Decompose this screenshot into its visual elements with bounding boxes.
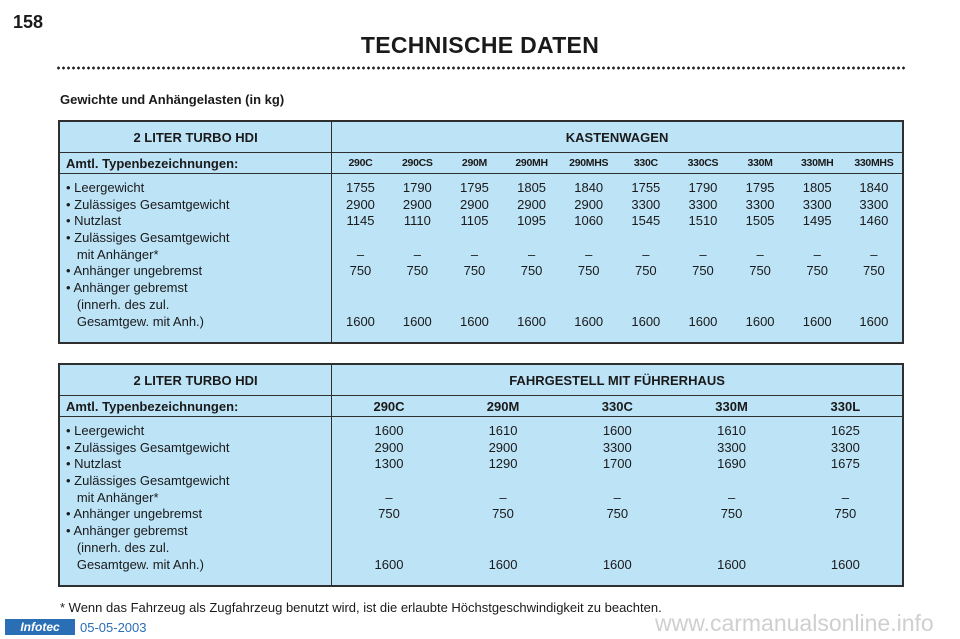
column-header: 290M (446, 396, 560, 417)
table-cell: – (870, 246, 878, 262)
column-header: 290M (446, 153, 503, 174)
spacer (332, 523, 446, 540)
spacer (789, 297, 846, 314)
value-column (560, 174, 617, 344)
watermark: www.carmanualsonline.info (655, 610, 934, 636)
spacer (674, 523, 788, 540)
spacer (503, 280, 560, 297)
table-cell: 1755 (631, 180, 661, 195)
column-header: 290MHS (560, 153, 617, 174)
table-cell: 1600 (574, 313, 604, 329)
table-cell: 750 (349, 263, 372, 279)
table-cell: 2900 (374, 439, 404, 455)
column-header: 330MH (789, 153, 846, 174)
table-cell: – (470, 246, 479, 262)
table-cell: 750 (806, 263, 829, 279)
spacer (503, 230, 560, 247)
spacer (789, 540, 902, 557)
table-cell: 1600 (602, 423, 632, 438)
spacer (332, 473, 446, 490)
body-type-header: KASTENWAGEN (332, 121, 903, 153)
spacer (503, 297, 560, 314)
row-label: mit Anhänger* (66, 246, 159, 262)
spacer (732, 280, 789, 297)
spacer (789, 473, 902, 490)
table-cell: 1545 (631, 213, 661, 229)
table-cell: 1805 (517, 180, 547, 195)
table-cell: 1610 (488, 423, 518, 438)
spacer (674, 297, 731, 314)
table-cell: 1600 (517, 313, 547, 329)
row-label: Gesamtgew. mit Anh.) (66, 313, 204, 329)
table-cell: 3300 (631, 196, 661, 212)
row-label: (innerh. des zul. (66, 539, 170, 555)
spacer (446, 230, 503, 247)
footnote: * Wenn das Fahrzeug als Zugfahrzeug benutzt wird, ist die erlaubte Höchstgeschwindigkeit zu beachten. (60, 600, 662, 615)
column-header: 330MHS (846, 153, 903, 174)
table-cell: 1060 (574, 213, 604, 229)
table-cell: 1460 (859, 213, 889, 229)
value-column (674, 174, 731, 344)
table-cell: – (642, 246, 650, 262)
table-cell: 750 (834, 506, 857, 522)
table-cell: 1300 (374, 456, 404, 472)
table-cell: 3300 (830, 439, 860, 455)
row-label: • Leergewicht (66, 180, 145, 195)
value-column (560, 417, 674, 587)
table-cell: 3300 (802, 196, 832, 212)
table-cell: 1510 (688, 213, 718, 229)
table-cell: 2900 (574, 196, 604, 212)
spacer (446, 297, 503, 314)
spacer (789, 280, 846, 297)
table-cell: 2900 (517, 196, 547, 212)
column-header: 290MH (503, 153, 560, 174)
table-cell: 1600 (374, 423, 404, 438)
table-cell: 1790 (688, 180, 718, 195)
table-cell: 750 (692, 263, 714, 279)
spacer (674, 280, 731, 297)
table-cell: 1690 (717, 456, 747, 472)
value-column (503, 174, 560, 344)
table-cell: 1600 (374, 556, 404, 572)
spacer (617, 230, 674, 247)
table-cell: 3300 (602, 439, 632, 455)
section-heading: Gewichte und Anhängelasten (in kg) (60, 92, 285, 107)
column-header: 330L (789, 396, 903, 417)
spacer (846, 230, 902, 247)
value-column (846, 174, 903, 344)
column-header: 290C (332, 396, 446, 417)
column-header: 330M (732, 153, 789, 174)
table-cell: – (841, 489, 849, 505)
row-label: • Zulässiges Gesamtgewicht (66, 196, 230, 212)
row-label: (innerh. des zul. (66, 296, 170, 312)
table-cell: 750 (463, 263, 486, 279)
table-cell: 750 (863, 263, 885, 279)
body-type-header: FAHRGESTELL MIT FÜHRERHAUS (332, 364, 903, 396)
spacer (560, 280, 617, 297)
value-column (617, 174, 674, 344)
spacer (560, 230, 617, 247)
table-cell: 1600 (488, 556, 518, 572)
table-cell: 1600 (830, 556, 860, 572)
spacer (332, 297, 389, 314)
table-cell: 1290 (488, 456, 518, 472)
column-header: 330CS (674, 153, 731, 174)
table-cell: 1600 (602, 556, 632, 572)
type-label: Amtl. Typenbezeichnungen: (59, 153, 332, 174)
column-header: 330C (617, 153, 674, 174)
table-cell: – (413, 246, 421, 262)
spacer (789, 523, 902, 540)
spacer (332, 280, 389, 297)
spacer (446, 540, 560, 557)
table-cell: 1675 (830, 456, 860, 472)
spacer (732, 297, 789, 314)
table-cell: 3300 (688, 196, 718, 212)
spacer (446, 473, 560, 490)
table-cell: 1600 (859, 313, 889, 329)
table-cell: 1600 (459, 313, 489, 329)
row-label: Gesamtgew. mit Anh.) (66, 556, 204, 572)
spacer (332, 230, 389, 247)
value-column (446, 417, 560, 587)
column-header: 330M (674, 396, 788, 417)
spacer (389, 230, 446, 247)
table-cell: 1145 (346, 213, 375, 229)
table-cell: – (585, 246, 593, 262)
engine-header: 2 LITER TURBO HDI (59, 364, 332, 396)
table-cell: – (499, 489, 507, 505)
column-header: 330C (560, 396, 674, 417)
spacer (560, 523, 674, 540)
table-cell: 1625 (830, 423, 860, 438)
table-cell: 3300 (859, 196, 889, 212)
table-cell: 750 (634, 263, 657, 279)
footer-date: 05-05-2003 (80, 620, 147, 635)
spacer (674, 540, 788, 557)
table-cell: 1110 (403, 213, 431, 229)
table-cell: 750 (492, 506, 514, 522)
table-cell: 1600 (345, 313, 375, 329)
row-label: • Leergewicht (66, 423, 145, 438)
row-label: mit Anhänger* (66, 489, 159, 505)
table-cell: 1795 (459, 180, 489, 195)
value-column (446, 174, 503, 344)
table-cell: 750 (378, 506, 400, 522)
infotec-logo: Infotec (5, 619, 75, 635)
table-cell: – (756, 246, 764, 262)
spacer (846, 297, 902, 314)
table-cell: 1600 (802, 313, 832, 329)
table-cell: 750 (406, 263, 429, 279)
kastenwagen-weights-table (58, 120, 904, 344)
spacer (789, 230, 846, 247)
fahrgestell-weights-table (58, 363, 904, 587)
row-labels (59, 417, 332, 587)
spacer (617, 297, 674, 314)
row-label: • Anhänger ungebremst (66, 263, 203, 279)
value-column (332, 417, 446, 587)
spacer (674, 230, 731, 247)
engine-header: 2 LITER TURBO HDI (59, 121, 332, 153)
table-cell: 1610 (717, 423, 747, 438)
table-cell: 750 (720, 506, 743, 522)
row-label: • Anhänger ungebremst (66, 506, 203, 522)
column-header: 290C (332, 153, 389, 174)
table-cell: 2900 (459, 196, 489, 212)
row-label: • Nutzlast (66, 456, 122, 472)
value-column (332, 174, 389, 344)
table-cell: – (356, 246, 365, 262)
table-cell: 1700 (602, 456, 632, 472)
table-cell: – (385, 489, 393, 505)
table-cell: 3300 (745, 196, 775, 212)
table-cell: 2900 (345, 196, 375, 212)
table-cell: 750 (749, 263, 771, 279)
table-cell: 3300 (717, 439, 747, 455)
table-cell: 2900 (402, 196, 432, 212)
row-label: • Zulässiges Gesamtgewicht (66, 473, 230, 489)
spacer (846, 280, 902, 297)
table-cell: 1805 (802, 180, 832, 195)
spacer (560, 297, 617, 314)
row-label: • Nutzlast (66, 213, 122, 229)
table-cell: – (699, 246, 707, 262)
dotted-divider (56, 66, 906, 70)
table-cell: – (613, 489, 621, 505)
value-column (789, 417, 903, 587)
table-cell: 1795 (745, 180, 775, 195)
spacer (446, 280, 503, 297)
table-cell: 1840 (574, 180, 604, 195)
type-label: Amtl. Typenbezeichnungen: (59, 396, 332, 417)
table-cell: 1105 (460, 213, 489, 229)
value-column (674, 417, 788, 587)
table-cell: – (727, 489, 736, 505)
table-cell: 1755 (345, 180, 375, 195)
table-cell: 1495 (802, 213, 832, 229)
column-header: 290CS (389, 153, 446, 174)
spacer (389, 280, 446, 297)
row-label: • Anhänger gebremst (66, 523, 188, 539)
table-cell: 1600 (717, 556, 747, 572)
value-column (389, 174, 446, 344)
page-title: TECHNISCHE DATEN (360, 32, 600, 58)
value-column (732, 174, 789, 344)
spacer (674, 473, 788, 490)
table-cell: 1600 (402, 313, 432, 329)
table-cell: 1600 (688, 313, 718, 329)
table-cell: 2900 (488, 439, 518, 455)
row-label: • Anhänger gebremst (66, 280, 188, 296)
table-cell: 1095 (517, 213, 547, 229)
spacer (560, 540, 674, 557)
table-cell: 1790 (402, 180, 432, 195)
spacer (560, 473, 674, 490)
table-cell: 1840 (859, 180, 889, 195)
value-column (789, 174, 846, 344)
table-cell: 750 (606, 506, 629, 522)
row-label: • Zulässiges Gesamtgewicht (66, 439, 230, 455)
table-cell: 1600 (745, 313, 775, 329)
spacer (332, 540, 446, 557)
spacer (446, 523, 560, 540)
row-labels (59, 174, 332, 344)
table-cell: 1600 (631, 313, 661, 329)
table-cell: 750 (577, 263, 600, 279)
page-number: 158 (13, 12, 44, 32)
spacer (389, 297, 446, 314)
table-cell: – (527, 246, 536, 262)
table-cell: 1505 (745, 213, 775, 229)
table-cell: 750 (520, 263, 543, 279)
table-cell: – (813, 246, 821, 262)
row-label: • Zulässiges Gesamtgewicht (66, 230, 230, 246)
spacer (732, 230, 789, 247)
spacer (617, 280, 674, 297)
